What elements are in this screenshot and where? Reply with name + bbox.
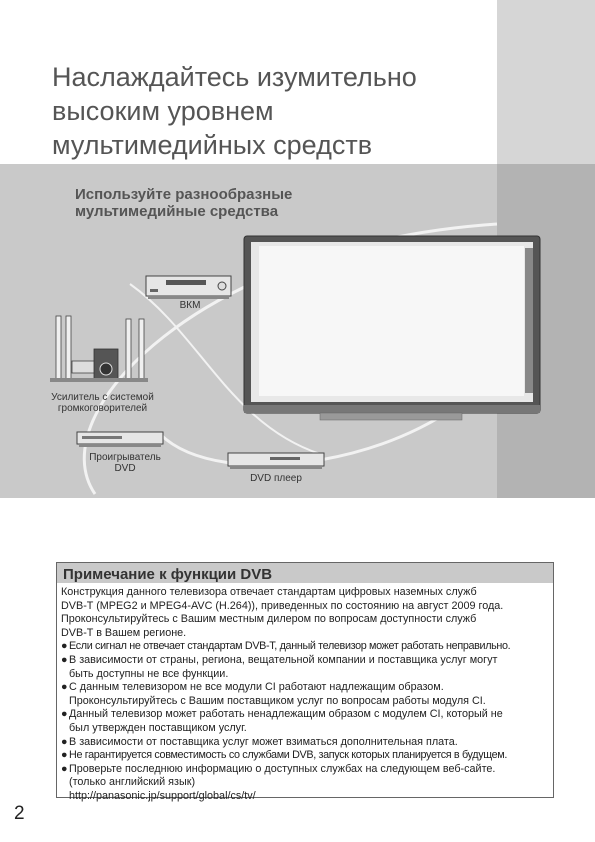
note-bullet-1 [61,640,553,654]
tv-icon [244,236,540,420]
amplifier-label-line-1: Усилитель с системой [51,392,154,403]
page-title-line-1: Наслаждайтесь изумительно [52,62,417,92]
dvd-recorder-label-line-2: DVD [114,463,136,474]
amplifier-label [40,392,165,414]
page-title [52,60,482,162]
bullet-dot-icon: ● [61,762,68,775]
note-bullet-2-line-2: быть доступны не все функции. [69,667,229,680]
section-title-line-1: Используйте разнообразные [75,186,293,203]
note-bullet-3 [61,681,553,708]
vcr-label: ВКМ [179,300,201,311]
bullet-dot-icon: ● [61,640,68,653]
dvd-recorder-icon [77,432,163,447]
bullet-dot-icon: ● [61,681,68,694]
note-bullet-6 [61,749,553,763]
dvb-note-body [61,586,553,804]
page-title-line-3: мультимедийных средств [52,130,373,160]
bullet-dot-icon: ● [61,708,68,721]
dvd-recorder-label [70,452,180,474]
section-title-line-2: мультимедийные средства [75,203,279,220]
dvd-player-label: DVD плеер [250,473,302,484]
note-bullet-4-line-1: Данный телевизор может работать ненадлежащим образом с модулем CI, который не [69,708,503,721]
note-intro-line-3: Проконсультируйтесь с Вашим местным дилером по вопросам доступности служб [61,613,477,626]
note-bullet-5-line-1: В зависимости от поставщика услуг может взиматься дополнительная плата. [69,735,458,748]
dvb-note-title: Примечание к функции DVB [63,566,273,583]
note-bullet-7-line-3: http://panasonic.jp/support/global/cs/tv/ [69,789,256,802]
note-bullet-4-line-2: был утвержден поставщиком услуг. [69,721,247,734]
dvd-recorder-label-line-1: Проигрыватель [89,452,161,463]
vcr-icon [146,276,231,299]
speaker-system-icon [50,316,148,382]
note-bullet-7-line-2: (только английский язык) [69,776,196,789]
note-intro-line-2: DVB-T (MPEG2 и MPEG4-AVC (H.264)), приведенных по состоянию на август 2009 года. [61,599,504,612]
note-bullet-6-line-1: Не гарантируется совместимость со службами DVB, запуск которых планируется в будущем. [69,749,508,762]
section-title [75,186,375,220]
note-bullet-7 [61,763,553,804]
page-title-line-2: высоким уровнем [52,96,274,126]
bullet-dot-icon: ● [61,735,68,748]
note-bullet-2-line-1: В зависимости от страны, региона, вещательной компании и поставщика услуг могут [69,653,498,666]
bullet-dot-icon: ● [61,749,68,762]
note-bullet-5 [61,736,553,750]
note-bullet-3-line-1: С данным телевизором не все модули CI работают надлежащим образом. [69,681,444,694]
note-bullet-3-line-2: Проконсультируйтесь с Вашим поставщиком услуг по вопросам работы модуля CI. [69,694,486,707]
amplifier-label-line-2: громкоговорителей [57,403,148,414]
dvd-player-icon [228,453,324,469]
note-bullet-1-line-1: Если сигнал не отвечает стандартам DVB-T, данный телевизор может работать неправильно. [69,640,511,653]
page-number: 2 [14,803,25,824]
dvb-note-box [56,562,554,802]
note-intro-line-1: Конструкция данного телевизора отвечает стандартам цифровых наземных служб [61,586,477,598]
note-bullet-7-line-1: Проверьте последнюю информацию о доступных службах на следующем веб-сайте. [69,762,496,775]
bullet-dot-icon: ● [61,653,68,666]
note-intro-line-4: DVB-T в Вашем регионе. [61,626,187,639]
note-bullet-4 [61,708,553,735]
note-bullet-2 [61,654,553,681]
